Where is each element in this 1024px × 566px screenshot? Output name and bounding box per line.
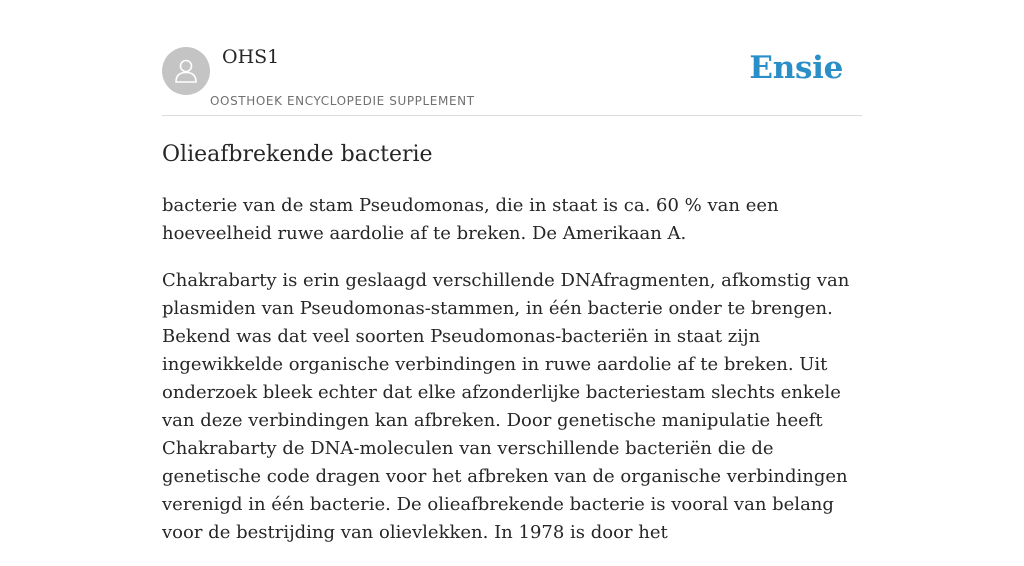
article-title: Olieafbrekende bacterie (162, 142, 433, 167)
avatar[interactable] (162, 47, 210, 95)
article-paragraph: bacterie van de stam Pseudomonas, die in staat is ca. 60 % van een hoeveelheid ruwe aardolie af te breken. De Amerikaan A. (162, 195, 779, 244)
article (162, 140, 862, 566)
user-icon (171, 56, 201, 86)
author-name[interactable]: OHS1 (222, 46, 280, 68)
ensie-logo[interactable]: Ensie (749, 50, 843, 86)
source-label[interactable]: OOSTHOEK ENCYCLOPEDIE SUPPLEMENT (210, 94, 475, 108)
article-paragraph: Chakrabarty is erin geslaagd verschillende DNAfragmenten, afkomstig van plasmiden van Pseudomonas-stammen, in één bacterie onder te brengen. Bekend was dat veel soorten Pseudomonas-bacteriën in staat zijn ingewikkelde organische verbindingen in ruwe aardolie af te breken. Uit onderzoek bleek echter dat elke afzonderlijke bacteriestam slechts enkele van deze verbindingen kan afbreken. Door genetische manipulatie heeft Chakrabarty de DNA-moleculen van verschillende bacteriën die de genetische code dragen voor het afbreken van de organische verbindingen verenigd in één bacterie. De olieafbrekende bacterie is vooral van belang voor de bestrijding van olievlekken. In 1978 is door het (162, 270, 850, 543)
page-header (162, 0, 862, 116)
